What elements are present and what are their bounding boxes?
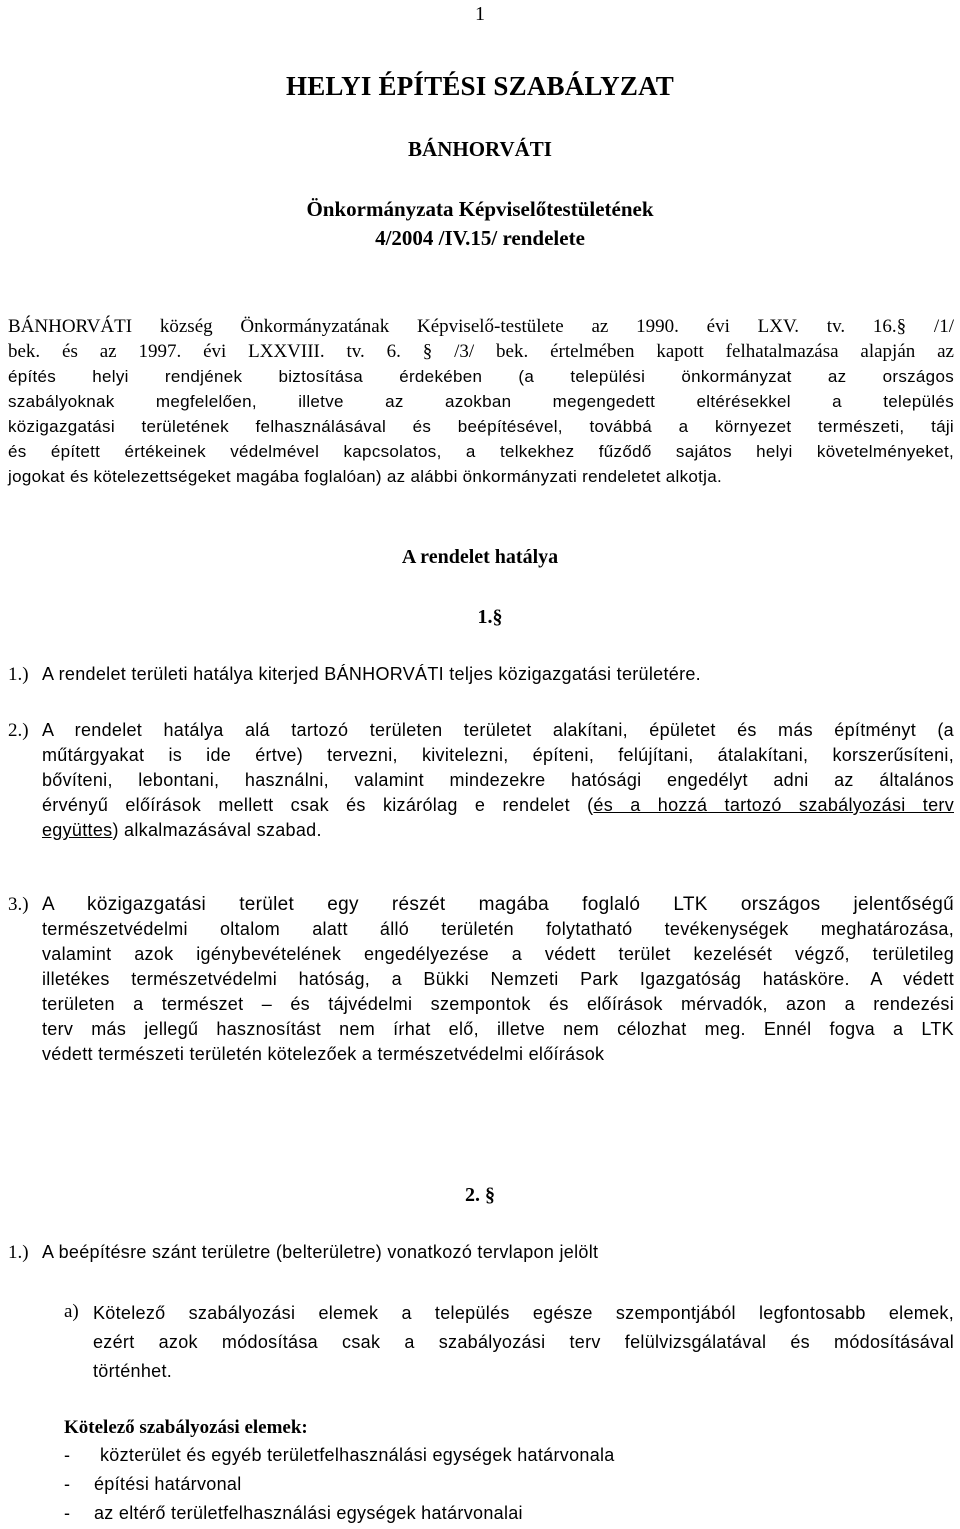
- section-heading: A rendelet hatálya: [401, 546, 559, 568]
- sub-item-line: Kötelező szabályozási elemek a település egésze szempontjából legfontosabb elemek,: [93, 1303, 954, 1323]
- document-title: HELYI ÉPÍTÉSI SZABÁLYZAT: [286, 71, 674, 101]
- item-number: 1.): [8, 664, 29, 685]
- sub-item-a: [0, 1299, 960, 1379]
- item-line: védett természeti területén kötelezőek a természetvédelmi előírások: [42, 1044, 605, 1064]
- item-line: terv más jellegű hasznosítást nem írhat elő, illetve nem célozhat meg. Ennél fogva a LTK: [42, 1019, 954, 1039]
- municipality-name: BÁNHORVÁTI: [408, 137, 552, 161]
- preamble-line: közigazgatási területének felhasználásával és beépítésével, továbbá a környezet természeti, táji: [8, 417, 954, 436]
- item-line: bővíteni, lebontani, használni, valamint mindezekre hatósági engedélyt adni az általános: [42, 770, 954, 790]
- underlined-fragment: együttes: [42, 820, 113, 840]
- section-number: 2. §: [465, 1184, 495, 1206]
- list-item-text: közterület és egyéb területfelhasználási egységek határvonala: [100, 1445, 615, 1465]
- list-item: [0, 892, 960, 1072]
- preamble: [8, 314, 954, 489]
- preamble-line: és épített értékeinek védelmével kapcsolatos, a telkekhez fűződő sajátos helyi követelményeket,: [8, 442, 954, 461]
- list-item: [0, 718, 960, 848]
- decree-number: 4/2004 /IV.15/ rendelete: [375, 226, 585, 250]
- sub-item-text: [93, 1299, 954, 1386]
- item-line: [42, 793, 954, 818]
- item-line: valamint azok igénybevételének engedélyezése a védett terület kezelését végző, területileg: [42, 944, 954, 964]
- preamble-line: építés helyi rendjének biztosítása érdekében (a települési önkormányzat az országos: [8, 367, 954, 386]
- list-item: [0, 662, 960, 687]
- sub-item-line: ezért azok módosítása csak a szabályozási terv felülvizsgálatával és módosításával: [93, 1332, 954, 1352]
- item-fragment: érvényű előírások mellett csak és kizárólag e rendelet (: [42, 795, 594, 815]
- item-text: [42, 892, 954, 1067]
- item-text: [42, 718, 954, 843]
- dash-bullet: -: [64, 1503, 71, 1523]
- list-item: [64, 1443, 615, 1468]
- sub-item-label: a): [64, 1301, 79, 1322]
- list-item: [64, 1501, 523, 1526]
- item-number: 3.): [8, 894, 29, 915]
- item-number: 2.): [8, 720, 29, 741]
- preamble-line: szabályoknak megfelelően, illetve az azokban megengedett eltérésekkel a település: [8, 392, 954, 411]
- list-item: [64, 1472, 242, 1497]
- item-line: természetvédelmi oltalom alatt álló területén folytatható tevékenységek meghatározása,: [42, 919, 954, 939]
- page-number: 1: [475, 3, 485, 25]
- item-text: A beépítésre szánt területre (belterületre) vonatkozó tervlapon jelölt: [42, 1242, 599, 1262]
- item-line: A közigazgatási terület egy részét magába foglaló LTK országos jelentőségű: [42, 894, 954, 915]
- list-item: [0, 1240, 960, 1265]
- section-number: 1.§: [477, 606, 503, 628]
- item-line: illetékes természetvédelmi hatóság, a Bükki Nemzeti Park Igazgatóság hatásköre. A védett: [42, 969, 954, 989]
- mandatory-elements-label: Kötelező szabályozási elemek:: [64, 1417, 308, 1438]
- preamble-line: jogokat és kötelezettségeket magába foglalóan) az alábbi önkormányzati rendeletet alkotja.: [8, 467, 723, 486]
- item-number: 1.): [8, 1242, 29, 1263]
- item-text: A rendelet területi hatálya kiterjed BÁNHORVÁTI teljes közigazgatási területére.: [42, 664, 701, 684]
- item-fragment: ) alkalmazásával szabad.: [112, 820, 322, 840]
- preamble-line: BÁNHORVÁTI község Önkormányzatának Képviselő-testülete az 1990. évi LXV. tv. 16.§ /1/: [8, 316, 954, 337]
- list-item-text: építési határvonal: [94, 1474, 242, 1494]
- item-line: műtárgyakat is ide értve) tervezni, kivitelezni, építeni, felújítani, átalakítani, korszerűsíteni,: [42, 745, 954, 765]
- item-line: [42, 818, 954, 843]
- dash-bullet: -: [64, 1445, 71, 1465]
- item-line: területen a természet – és tájvédelmi szempontok és előírások mérvadók, azon a rendezési: [42, 994, 954, 1014]
- sub-item-line: történhet.: [93, 1361, 173, 1381]
- item-line: A rendelet hatálya alá tartozó területen területet alakítani, épületet és más építményt (a: [42, 720, 954, 740]
- underlined-fragment: és a hozzá tartozó szabályozási terv: [593, 795, 954, 815]
- list-item-text: az eltérő területfelhasználási egységek határvonalai: [94, 1503, 523, 1523]
- dash-bullet: -: [64, 1474, 71, 1494]
- preamble-line: bek. és az 1997. évi LXXVIII. tv. 6. § /3/ bek. értelmében kapott felhatalmazása alapján az: [8, 341, 954, 362]
- issuer-line: Önkormányzata Képviselőtestületének: [306, 197, 654, 221]
